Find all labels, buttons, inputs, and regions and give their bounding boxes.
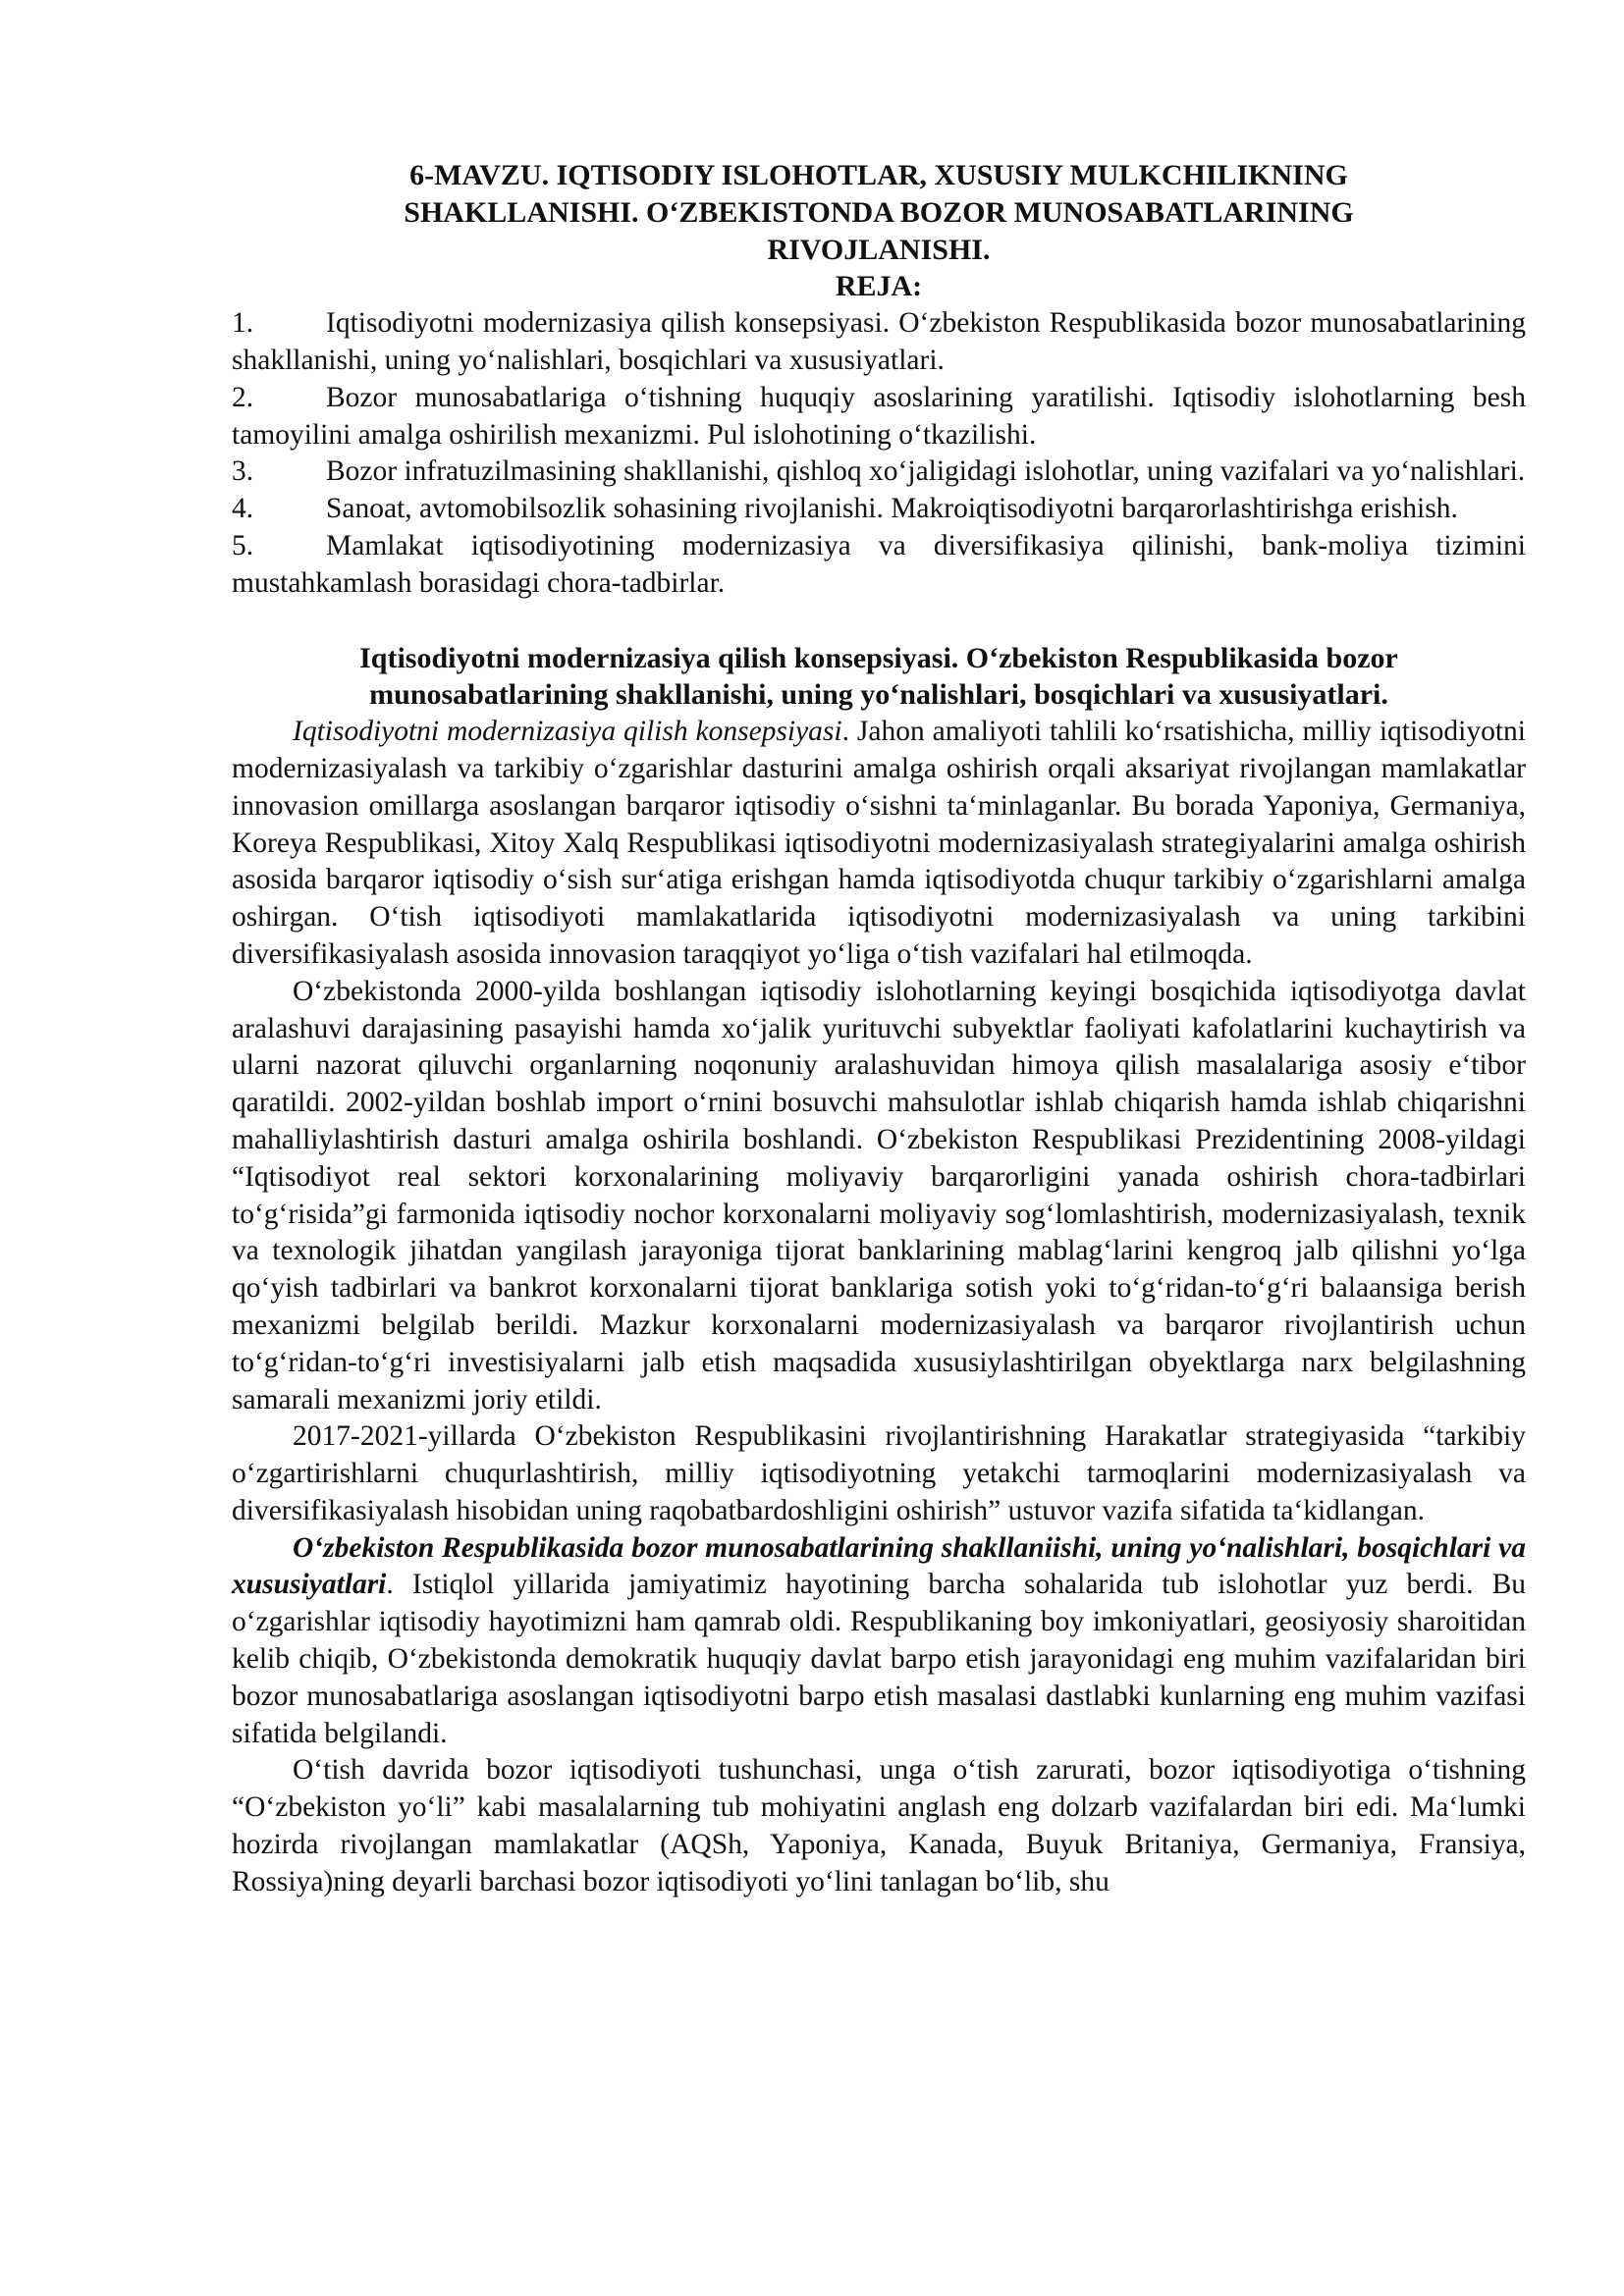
paragraph xyxy=(232,714,1526,974)
plan-item-text: Iqtisodiyotni modernizasiya qilish konsepsiyasi. O‘zbekiston Respublikasida bozor munosabatlarining shakllanishi, uning yo‘nalishlari, bosqichlari va xususiyatlari. xyxy=(232,307,1526,376)
paragraph: 2017-2021-yillarda O‘zbekiston Respublikasini rivojlantirishning Harakatlar strategiyasida “tarkibiy o‘zgartirishlarni chuqurlashtirish, milliy iqtisodiyotning yetakchi tarmoqlarini modernizasiyalash va diversifikasiyalash hisobidan uning raqobatbardoshligini oshirish” ustuvor vazifa sifatida ta‘kidlangan. xyxy=(232,1420,1526,1526)
paragraph: O‘zbekistonda 2000-yilda boshlangan iqtisodiy islohotlarning keyingi bosqichida iqtisodiyotga davlat aralashuvi darajasining pasayishi hamda xo‘jalik yurituvchi subyektlar faoliyati kafolatlarini kuchaytirish va ularni nazorat qiluvchi organlarning noqonuniy aralashuvidan himoya qilish masalalariga asosiy e‘tibor qaratildi. 2002-yildan boshlab import o‘rnini bosuvchi mahsulotlar ishlab chiqarish hamda ishlab chiqarishni mahalliylashtirish dasturi amalga oshirila boshlandi. O‘zbekiston Respublikasi Prezidentining 2008-yildagi “Iqtisodiyot real sektori korxonalarining moliyaviy barqarorligini yanada oshirish chora-tadbirlari to‘g‘risida”gi farmonida iqtisodiy nochor korxonalarni moliyaviy sog‘lomlashtirish, modernizasiyalash, texnik va texnologik jihatdan yangilash jarayoniga tijorat banklarining mablag‘larini kengroq jalb qilishni yo‘lga qo‘yish tadbirlari va bankrot korxonalarni tijorat banklariga sotish yoki to‘g‘ridan-to‘g‘ri balaansiga berish mexanizmi belgilab berildi. Mazkur korxonalarni modernizasiyalash va barqaror rivojlantirish uchun to‘g‘ridan-to‘g‘ri investisiyalarni jalb etish maqsadida xususiylashtirilgan obyektlarga narx belgilashning samarali mexanizmi joriy etildi. xyxy=(232,975,1526,1415)
plan-item xyxy=(232,528,1526,603)
plan-item-number: 5. xyxy=(232,529,254,561)
paragraph-lead: O‘zbekiston Respublikasida bozor munosabatlarining shakllaniishi, uning yo‘nalishlari, bosqichlari va xususiyatlari xyxy=(232,1531,1526,1601)
plan-item-number: 4. xyxy=(232,493,254,525)
plan-item-text: Bozor infratuzilmasining shakllanishi, qishloq xo‘jaligidagi islohotlar, uning vazifalari va yo‘nalishlari. xyxy=(326,455,1526,488)
document-title: 6-MAVZU. IQTISODIY ISLOHOTLAR, XUSUSIY MULKCHILIKNING SHAKLLANISHI. O‘ZBEKISTONDA BOZOR MUNOSABATLARINING RIVOJLANISHI. xyxy=(404,159,1354,266)
document-page xyxy=(232,157,1526,1901)
plan-item-text: Bozor munosabatlariga o‘tishning huquqiy asoslarining yaratilishi. Iqtisodiy islohotlarning besh tamoyilini amalga oshirilish mexanizmi. Pul islohotining o‘tkazilishi. xyxy=(232,381,1526,451)
plan-item xyxy=(232,380,1526,454)
plan-item-number: 3. xyxy=(232,455,254,488)
paragraph: O‘tish davrida bozor iqtisodiyoti tushunchasi, unga o‘tish zarurati, bozor iqtisodiyotiga o‘tishning “O‘zbekiston yo‘li” kabi masalalarning tub mohiyatini anglash eng dolzarb vazifalardan biri edi. Ma‘lumki hozirda rivojlangan mamlakatlar (AQSh, Yaponiya, Kanada, Buyuk Britaniya, Germaniya, Fransiya, Rossiya)ning deyarli barchasi bozor iqtisodiyoti yo‘lini tanlagan bo‘lib, shu xyxy=(232,1754,1526,1897)
plan-item xyxy=(232,305,1526,380)
paragraph-text: . Istiqlol yillarida jamiyatimiz hayotining barcha sohalarida tub islohotlar yuz berdi. Bu o‘zgarishlar iqtisodiy hayotimizni ham qamrab oldi. Respublikaning boy imkoniyatlari, geosiyosiy sharoitidan kelib chiqib, O‘zbekistonda demokratik huquqiy davlat barpo etish jarayonidagi eng muhim vazifalaridan biri bozor munosabatlariga asoslangan iqtisodiyotni barpo etish masalasi dastlabki kunlarning eng muhim vazifasi sifatida belgilandi. xyxy=(232,1569,1526,1749)
section-heading: Iqtisodiyotni modernizasiya qilish konsepsiyasi. O‘zbekiston Respublikasida bozor munosabatlarining shakllanishi, uning yo‘nalishlari, bosqichlari va xususiyatlari. xyxy=(359,641,1398,712)
plan-item-text: Mamlakat iqtisodiyotining modernizasiya va diversifikasiya qilinishi, bank-moliya tizimini mustahkamlash borasidagi chora-tadbirlar. xyxy=(232,529,1526,599)
paragraph xyxy=(232,1530,1526,1753)
paragraph-lead: Iqtisodiyotni modernizasiya qilish konsepsiyasi xyxy=(293,716,842,748)
plan-item-number: 1. xyxy=(232,307,254,340)
paragraph-text: . Jahon amaliyoti tahlili ko‘rsatishicha, milliy iqtisodiyotni modernizasiyalash va tarkibiy o‘zgarishlar dasturini amalga oshirish orqali aksariyat rivojlangan mamlakatlar innovasion omillarga asoslangan barqaror iqtisodiy o‘sishni ta‘minlaganlar. Bu borada Yaponiya, Germaniya, Koreya Respublikasi, Xitoy Xalq Respublikasi iqtisodiyotni modernizasiyalash strategiyalarini amalga oshirish asosida barqaror iqtisodiy o‘sish sur‘atiga erishgan hamda iqtisodiyotda chuqur tarkibiy o‘zgarishlarni amalga oshirgan. O‘tish iqtisodiyoti mamlakatlarida iqtisodiyotni modernizasiyalash va uning tarkibini diversifikasiyalash asosida innovasion taraqqiyot yo‘liga o‘tish vazifalari hal etilmoqda. xyxy=(232,716,1526,970)
plan-heading: REJA: xyxy=(835,270,923,303)
plan-item xyxy=(232,454,1526,491)
plan-item-number: 2. xyxy=(232,381,254,413)
plan-item xyxy=(232,491,1526,528)
plan-list xyxy=(232,305,1526,602)
plan-item-text: Sanoat, avtomobilsozlik sohasining rivojlanishi. Makroiqtisodiyotni barqarorlashtirishga erishish. xyxy=(326,493,1458,525)
